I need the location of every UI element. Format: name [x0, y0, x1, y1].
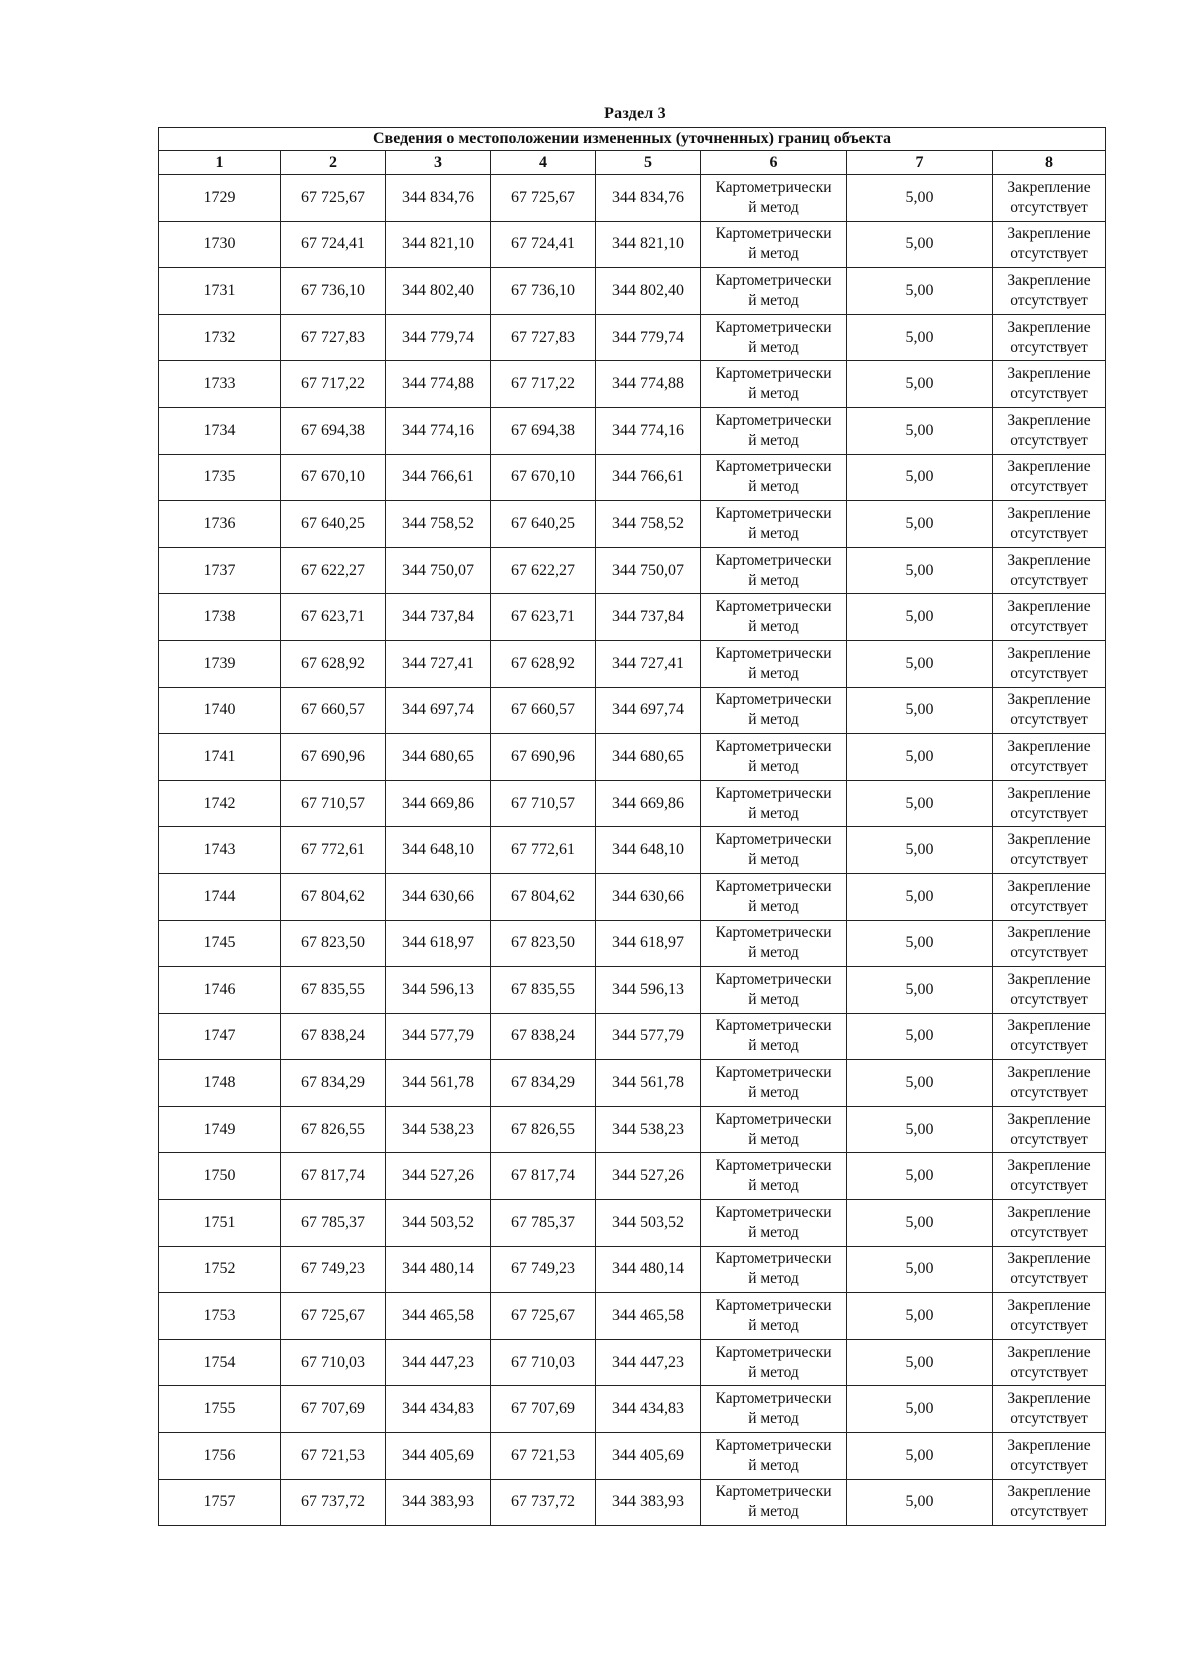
cell-y-old: 344 648,10 [386, 827, 491, 874]
cell-x-old: 67 835,55 [281, 967, 386, 1014]
cell-accuracy: 5,00 [847, 1153, 993, 1200]
cell-y-new: 344 405,69 [596, 1433, 701, 1480]
cell-x-new: 67 737,72 [491, 1479, 596, 1526]
cell-accuracy: 5,00 [847, 594, 993, 641]
cell-y-new: 344 480,14 [596, 1246, 701, 1293]
cell-y-old: 344 758,52 [386, 501, 491, 548]
cell-x-new: 67 721,53 [491, 1433, 596, 1480]
column-header-1: 1 [159, 151, 281, 175]
cell-x-old: 67 623,71 [281, 594, 386, 641]
cell-fixation: Закрепление отсутствует [993, 734, 1106, 781]
cell-fixation: Закрепление отсутствует [993, 827, 1106, 874]
cell-point-number: 1756 [159, 1433, 281, 1480]
cell-y-new: 344 447,23 [596, 1339, 701, 1386]
cell-y-old: 344 434,83 [386, 1386, 491, 1433]
table-row [159, 734, 1106, 781]
cell-method: Картометрически й метод [701, 1013, 847, 1060]
cell-y-new: 344 697,74 [596, 687, 701, 734]
cell-accuracy: 5,00 [847, 314, 993, 361]
cell-y-old: 344 538,23 [386, 1106, 491, 1153]
cell-point-number: 1740 [159, 687, 281, 734]
cell-fixation: Закрепление отсутствует [993, 873, 1106, 920]
cell-x-new: 67 826,55 [491, 1106, 596, 1153]
cell-x-old: 67 749,23 [281, 1246, 386, 1293]
table-row [159, 314, 1106, 361]
cell-point-number: 1737 [159, 547, 281, 594]
cell-point-number: 1738 [159, 594, 281, 641]
table-body [159, 175, 1106, 1526]
cell-x-new: 67 817,74 [491, 1153, 596, 1200]
cell-fixation: Закрепление отсутствует [993, 687, 1106, 734]
cell-y-new: 344 727,41 [596, 640, 701, 687]
cell-method: Картометрически й метод [701, 1106, 847, 1153]
cell-point-number: 1742 [159, 780, 281, 827]
table-row [159, 1060, 1106, 1107]
cell-x-new: 67 628,92 [491, 640, 596, 687]
cell-accuracy: 5,00 [847, 501, 993, 548]
cell-y-new: 344 434,83 [596, 1386, 701, 1433]
cell-accuracy: 5,00 [847, 547, 993, 594]
cell-y-old: 344 779,74 [386, 314, 491, 361]
cell-x-new: 67 727,83 [491, 314, 596, 361]
cell-accuracy: 5,00 [847, 1060, 993, 1107]
cell-y-new: 344 383,93 [596, 1479, 701, 1526]
cell-accuracy: 5,00 [847, 1106, 993, 1153]
cell-x-new: 67 835,55 [491, 967, 596, 1014]
cell-method: Картометрически й метод [701, 361, 847, 408]
cell-x-old: 67 826,55 [281, 1106, 386, 1153]
table-row [159, 501, 1106, 548]
table-row [159, 1200, 1106, 1247]
boundary-coordinates-table [158, 127, 1106, 1526]
cell-y-new: 344 802,40 [596, 268, 701, 315]
cell-point-number: 1757 [159, 1479, 281, 1526]
cell-y-old: 344 447,23 [386, 1339, 491, 1386]
cell-x-old: 67 724,41 [281, 221, 386, 268]
cell-fixation: Закрепление отсутствует [993, 1386, 1106, 1433]
cell-y-old: 344 821,10 [386, 221, 491, 268]
cell-method: Картометрически й метод [701, 1386, 847, 1433]
cell-point-number: 1745 [159, 920, 281, 967]
cell-x-new: 67 838,24 [491, 1013, 596, 1060]
cell-accuracy: 5,00 [847, 1013, 993, 1060]
cell-point-number: 1731 [159, 268, 281, 315]
cell-accuracy: 5,00 [847, 1479, 993, 1526]
column-header-row [159, 151, 1106, 175]
cell-method: Картометрически й метод [701, 1153, 847, 1200]
cell-method: Картометрически й метод [701, 967, 847, 1014]
cell-x-old: 67 690,96 [281, 734, 386, 781]
cell-y-new: 344 596,13 [596, 967, 701, 1014]
cell-y-old: 344 774,16 [386, 407, 491, 454]
cell-point-number: 1754 [159, 1339, 281, 1386]
column-header-6: 6 [701, 151, 847, 175]
cell-y-old: 344 527,26 [386, 1153, 491, 1200]
cell-x-old: 67 694,38 [281, 407, 386, 454]
cell-y-old: 344 766,61 [386, 454, 491, 501]
cell-y-new: 344 669,86 [596, 780, 701, 827]
cell-fixation: Закрепление отсутствует [993, 1106, 1106, 1153]
cell-accuracy: 5,00 [847, 268, 993, 315]
cell-point-number: 1743 [159, 827, 281, 874]
cell-x-old: 67 640,25 [281, 501, 386, 548]
table-row [159, 1433, 1106, 1480]
table-row [159, 873, 1106, 920]
cell-x-new: 67 804,62 [491, 873, 596, 920]
cell-x-new: 67 736,10 [491, 268, 596, 315]
cell-x-old: 67 772,61 [281, 827, 386, 874]
cell-method: Картометрически й метод [701, 547, 847, 594]
cell-x-new: 67 772,61 [491, 827, 596, 874]
cell-y-new: 344 821,10 [596, 221, 701, 268]
cell-method: Картометрически й метод [701, 594, 847, 641]
cell-y-new: 344 774,16 [596, 407, 701, 454]
table-row [159, 780, 1106, 827]
cell-point-number: 1732 [159, 314, 281, 361]
cell-accuracy: 5,00 [847, 221, 993, 268]
table-row [159, 221, 1106, 268]
cell-x-old: 67 737,72 [281, 1479, 386, 1526]
cell-y-old: 344 503,52 [386, 1200, 491, 1247]
table-row [159, 920, 1106, 967]
cell-fixation: Закрепление отсутствует [993, 1339, 1106, 1386]
cell-y-old: 344 561,78 [386, 1060, 491, 1107]
cell-accuracy: 5,00 [847, 1246, 993, 1293]
table-row [159, 1013, 1106, 1060]
cell-accuracy: 5,00 [847, 920, 993, 967]
cell-accuracy: 5,00 [847, 1200, 993, 1247]
column-header-2: 2 [281, 151, 386, 175]
cell-fixation: Закрепление отсутствует [993, 268, 1106, 315]
cell-method: Картометрически й метод [701, 780, 847, 827]
cell-point-number: 1744 [159, 873, 281, 920]
table-row [159, 640, 1106, 687]
cell-fixation: Закрепление отсутствует [993, 1200, 1106, 1247]
cell-fixation: Закрепление отсутствует [993, 780, 1106, 827]
cell-method: Картометрически й метод [701, 1479, 847, 1526]
cell-y-new: 344 737,84 [596, 594, 701, 641]
cell-accuracy: 5,00 [847, 1386, 993, 1433]
cell-x-old: 67 717,22 [281, 361, 386, 408]
column-header-3: 3 [386, 151, 491, 175]
cell-method: Картометрически й метод [701, 175, 847, 222]
cell-x-new: 67 717,22 [491, 361, 596, 408]
cell-x-old: 67 707,69 [281, 1386, 386, 1433]
column-header-4: 4 [491, 151, 596, 175]
table-row [159, 1479, 1106, 1526]
cell-fixation: Закрепление отсутствует [993, 1293, 1106, 1340]
cell-y-new: 344 618,97 [596, 920, 701, 967]
table-row [159, 827, 1106, 874]
cell-y-old: 344 405,69 [386, 1433, 491, 1480]
cell-y-new: 344 758,52 [596, 501, 701, 548]
table-row [159, 547, 1106, 594]
cell-x-old: 67 710,57 [281, 780, 386, 827]
cell-y-old: 344 577,79 [386, 1013, 491, 1060]
cell-fixation: Закрепление отсутствует [993, 407, 1106, 454]
cell-method: Картометрически й метод [701, 501, 847, 548]
cell-y-old: 344 802,40 [386, 268, 491, 315]
cell-x-new: 67 707,69 [491, 1386, 596, 1433]
cell-fixation: Закрепление отсутствует [993, 501, 1106, 548]
cell-accuracy: 5,00 [847, 640, 993, 687]
cell-point-number: 1748 [159, 1060, 281, 1107]
cell-fixation: Закрепление отсутствует [993, 1060, 1106, 1107]
cell-fixation: Закрепление отсутствует [993, 175, 1106, 222]
cell-fixation: Закрепление отсутствует [993, 920, 1106, 967]
cell-x-old: 67 670,10 [281, 454, 386, 501]
cell-y-old: 344 630,66 [386, 873, 491, 920]
cell-method: Картометрически й метод [701, 827, 847, 874]
cell-fixation: Закрепление отсутствует [993, 547, 1106, 594]
cell-y-old: 344 383,93 [386, 1479, 491, 1526]
cell-method: Картометрически й метод [701, 268, 847, 315]
cell-x-new: 67 724,41 [491, 221, 596, 268]
cell-x-old: 67 727,83 [281, 314, 386, 361]
cell-y-old: 344 774,88 [386, 361, 491, 408]
cell-x-new: 67 660,57 [491, 687, 596, 734]
cell-point-number: 1741 [159, 734, 281, 781]
cell-x-new: 67 623,71 [491, 594, 596, 641]
cell-point-number: 1736 [159, 501, 281, 548]
table-row [159, 268, 1106, 315]
cell-method: Картометрически й метод [701, 1339, 847, 1386]
table-caption: Сведения о местоположении измененных (уточненных) границ объекта [159, 128, 1106, 151]
cell-method: Картометрически й метод [701, 734, 847, 781]
cell-fixation: Закрепление отсутствует [993, 1479, 1106, 1526]
cell-method: Картометрически й метод [701, 640, 847, 687]
cell-fixation: Закрепление отсутствует [993, 221, 1106, 268]
cell-y-new: 344 779,74 [596, 314, 701, 361]
cell-y-new: 344 630,66 [596, 873, 701, 920]
column-header-7: 7 [847, 151, 993, 175]
cell-accuracy: 5,00 [847, 1293, 993, 1340]
cell-accuracy: 5,00 [847, 780, 993, 827]
cell-accuracy: 5,00 [847, 734, 993, 781]
cell-point-number: 1734 [159, 407, 281, 454]
table-row [159, 1386, 1106, 1433]
cell-y-new: 344 834,76 [596, 175, 701, 222]
cell-method: Картометрически й метод [701, 687, 847, 734]
cell-y-old: 344 480,14 [386, 1246, 491, 1293]
cell-x-old: 67 725,67 [281, 175, 386, 222]
cell-fixation: Закрепление отсутствует [993, 594, 1106, 641]
cell-fixation: Закрепление отсутствует [993, 967, 1106, 1014]
cell-point-number: 1750 [159, 1153, 281, 1200]
section-title: Раздел 3 [604, 105, 666, 122]
table-row [159, 1293, 1106, 1340]
cell-x-old: 67 834,29 [281, 1060, 386, 1107]
cell-x-new: 67 670,10 [491, 454, 596, 501]
cell-x-new: 67 710,57 [491, 780, 596, 827]
cell-y-old: 344 727,41 [386, 640, 491, 687]
cell-accuracy: 5,00 [847, 873, 993, 920]
cell-method: Картометрически й метод [701, 1433, 847, 1480]
cell-x-new: 67 725,67 [491, 175, 596, 222]
cell-fixation: Закрепление отсутствует [993, 640, 1106, 687]
cell-y-old: 344 669,86 [386, 780, 491, 827]
cell-method: Картометрически й метод [701, 1246, 847, 1293]
cell-x-old: 67 804,62 [281, 873, 386, 920]
cell-point-number: 1751 [159, 1200, 281, 1247]
column-header-5: 5 [596, 151, 701, 175]
cell-method: Картометрически й метод [701, 454, 847, 501]
cell-y-new: 344 774,88 [596, 361, 701, 408]
cell-accuracy: 5,00 [847, 454, 993, 501]
table-row [159, 1339, 1106, 1386]
cell-y-old: 344 737,84 [386, 594, 491, 641]
cell-accuracy: 5,00 [847, 407, 993, 454]
cell-point-number: 1753 [159, 1293, 281, 1340]
cell-fixation: Закрепление отсутствует [993, 314, 1106, 361]
cell-method: Картометрически й метод [701, 873, 847, 920]
cell-accuracy: 5,00 [847, 1339, 993, 1386]
table-row [159, 407, 1106, 454]
cell-point-number: 1747 [159, 1013, 281, 1060]
cell-y-old: 344 596,13 [386, 967, 491, 1014]
cell-x-old: 67 736,10 [281, 268, 386, 315]
table-row [159, 1106, 1106, 1153]
cell-x-old: 67 823,50 [281, 920, 386, 967]
cell-method: Картометрически й метод [701, 407, 847, 454]
cell-y-new: 344 750,07 [596, 547, 701, 594]
cell-x-new: 67 749,23 [491, 1246, 596, 1293]
cell-point-number: 1752 [159, 1246, 281, 1293]
cell-fixation: Закрепление отсутствует [993, 454, 1106, 501]
cell-point-number: 1735 [159, 454, 281, 501]
cell-y-new: 344 527,26 [596, 1153, 701, 1200]
table-row [159, 454, 1106, 501]
cell-y-new: 344 648,10 [596, 827, 701, 874]
cell-x-old: 67 721,53 [281, 1433, 386, 1480]
cell-y-new: 344 561,78 [596, 1060, 701, 1107]
cell-y-new: 344 680,65 [596, 734, 701, 781]
table-row [159, 687, 1106, 734]
cell-fixation: Закрепление отсутствует [993, 361, 1106, 408]
cell-accuracy: 5,00 [847, 361, 993, 408]
cell-y-new: 344 577,79 [596, 1013, 701, 1060]
cell-fixation: Закрепление отсутствует [993, 1246, 1106, 1293]
cell-x-new: 67 834,29 [491, 1060, 596, 1107]
cell-y-new: 344 766,61 [596, 454, 701, 501]
cell-accuracy: 5,00 [847, 827, 993, 874]
cell-y-new: 344 465,58 [596, 1293, 701, 1340]
cell-x-old: 67 838,24 [281, 1013, 386, 1060]
cell-point-number: 1729 [159, 175, 281, 222]
table-row [159, 1246, 1106, 1293]
cell-x-new: 67 690,96 [491, 734, 596, 781]
cell-x-old: 67 622,27 [281, 547, 386, 594]
cell-point-number: 1739 [159, 640, 281, 687]
cell-accuracy: 5,00 [847, 967, 993, 1014]
cell-x-old: 67 710,03 [281, 1339, 386, 1386]
cell-x-new: 67 785,37 [491, 1200, 596, 1247]
table-row [159, 361, 1106, 408]
cell-point-number: 1749 [159, 1106, 281, 1153]
cell-x-old: 67 628,92 [281, 640, 386, 687]
cell-accuracy: 5,00 [847, 1433, 993, 1480]
cell-method: Картометрически й метод [701, 1293, 847, 1340]
cell-x-old: 67 817,74 [281, 1153, 386, 1200]
cell-x-old: 67 660,57 [281, 687, 386, 734]
cell-y-old: 344 618,97 [386, 920, 491, 967]
cell-method: Картометрически й метод [701, 314, 847, 361]
table-row [159, 175, 1106, 222]
cell-accuracy: 5,00 [847, 687, 993, 734]
cell-y-old: 344 680,65 [386, 734, 491, 781]
cell-y-old: 344 834,76 [386, 175, 491, 222]
cell-point-number: 1730 [159, 221, 281, 268]
column-header-8: 8 [993, 151, 1106, 175]
cell-method: Картометрически й метод [701, 1200, 847, 1247]
cell-y-old: 344 750,07 [386, 547, 491, 594]
cell-x-old: 67 785,37 [281, 1200, 386, 1247]
cell-x-new: 67 725,67 [491, 1293, 596, 1340]
cell-y-old: 344 697,74 [386, 687, 491, 734]
cell-point-number: 1755 [159, 1386, 281, 1433]
cell-point-number: 1733 [159, 361, 281, 408]
cell-x-old: 67 725,67 [281, 1293, 386, 1340]
cell-x-new: 67 640,25 [491, 501, 596, 548]
cell-y-new: 344 538,23 [596, 1106, 701, 1153]
cell-x-new: 67 823,50 [491, 920, 596, 967]
cell-y-new: 344 503,52 [596, 1200, 701, 1247]
table-row [159, 1153, 1106, 1200]
cell-x-new: 67 622,27 [491, 547, 596, 594]
cell-fixation: Закрепление отсутствует [993, 1153, 1106, 1200]
cell-x-new: 67 710,03 [491, 1339, 596, 1386]
cell-fixation: Закрепление отсутствует [993, 1433, 1106, 1480]
cell-method: Картометрически й метод [701, 920, 847, 967]
cell-accuracy: 5,00 [847, 175, 993, 222]
table-row [159, 594, 1106, 641]
cell-method: Картометрически й метод [701, 221, 847, 268]
table-row [159, 967, 1106, 1014]
cell-method: Картометрически й метод [701, 1060, 847, 1107]
cell-x-new: 67 694,38 [491, 407, 596, 454]
cell-point-number: 1746 [159, 967, 281, 1014]
cell-y-old: 344 465,58 [386, 1293, 491, 1340]
cell-fixation: Закрепление отсутствует [993, 1013, 1106, 1060]
